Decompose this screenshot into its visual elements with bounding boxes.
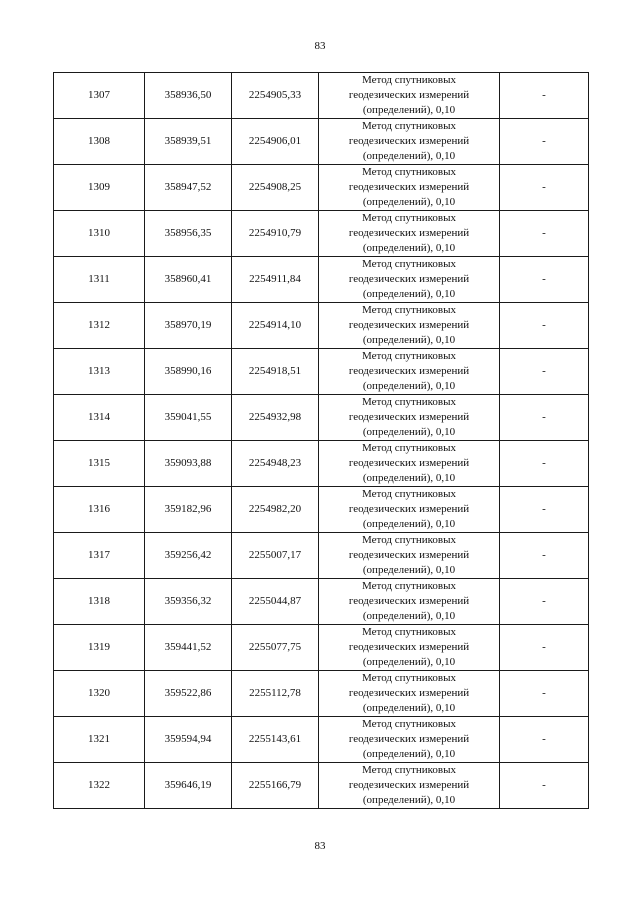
method-cell bbox=[319, 211, 500, 257]
x-coordinate-cell: 358970,19 bbox=[145, 303, 232, 349]
x-coordinate-cell: 358947,52 bbox=[145, 165, 232, 211]
extra-cell: - bbox=[500, 349, 589, 395]
method-line: (определений), 0,10 bbox=[362, 564, 456, 576]
y-coordinate-cell: 2255044,87 bbox=[232, 579, 319, 625]
y-coordinate-cell: 2255007,17 bbox=[232, 533, 319, 579]
table-row bbox=[54, 533, 589, 579]
method-line: геодезических измерений bbox=[348, 273, 470, 285]
method-line: геодезических измерений bbox=[348, 595, 470, 607]
method-cell bbox=[319, 763, 500, 809]
method-line: геодезических измерений bbox=[348, 503, 470, 515]
extra-cell: - bbox=[500, 717, 589, 763]
method-line: (определений), 0,10 bbox=[362, 288, 456, 300]
method-line: (определений), 0,10 bbox=[362, 334, 456, 346]
table-row bbox=[54, 579, 589, 625]
table-row bbox=[54, 119, 589, 165]
y-coordinate-cell: 2255077,75 bbox=[232, 625, 319, 671]
point-number-cell: 1321 bbox=[54, 717, 145, 763]
method-line: Метод спутниковых bbox=[362, 580, 456, 592]
method-line: (определений), 0,10 bbox=[362, 426, 456, 438]
method-line: (определений), 0,10 bbox=[362, 748, 456, 760]
x-coordinate-cell: 359356,32 bbox=[145, 579, 232, 625]
x-coordinate-cell: 358936,50 bbox=[145, 73, 232, 119]
method-cell bbox=[319, 349, 500, 395]
method-line: геодезических измерений bbox=[348, 411, 470, 423]
method-line: Метод спутниковых bbox=[362, 718, 456, 730]
y-coordinate-cell: 2254918,51 bbox=[232, 349, 319, 395]
method-line: геодезических измерений bbox=[348, 549, 470, 561]
method-line: (определений), 0,10 bbox=[362, 518, 456, 530]
point-number-cell: 1317 bbox=[54, 533, 145, 579]
y-coordinate-cell: 2254914,10 bbox=[232, 303, 319, 349]
point-number-cell: 1311 bbox=[54, 257, 145, 303]
x-coordinate-cell: 359646,19 bbox=[145, 763, 232, 809]
method-line: Метод спутниковых bbox=[362, 488, 456, 500]
y-coordinate-cell: 2255112,78 bbox=[232, 671, 319, 717]
extra-cell: - bbox=[500, 165, 589, 211]
method-cell bbox=[319, 625, 500, 671]
extra-cell: - bbox=[500, 671, 589, 717]
coordinates-table bbox=[53, 72, 589, 809]
point-number-cell: 1320 bbox=[54, 671, 145, 717]
y-coordinate-cell: 2255143,61 bbox=[232, 717, 319, 763]
method-cell bbox=[319, 487, 500, 533]
y-coordinate-cell: 2254908,25 bbox=[232, 165, 319, 211]
point-number-cell: 1316 bbox=[54, 487, 145, 533]
y-coordinate-cell: 2254910,79 bbox=[232, 211, 319, 257]
method-line: геодезических измерений bbox=[348, 779, 470, 791]
page-number-bottom: 83 bbox=[314, 840, 326, 852]
method-line: геодезических измерений bbox=[348, 135, 470, 147]
method-line: Метод спутниковых bbox=[362, 534, 456, 546]
table-row bbox=[54, 303, 589, 349]
table-row bbox=[54, 441, 589, 487]
method-line: геодезических измерений bbox=[348, 733, 470, 745]
method-cell bbox=[319, 533, 500, 579]
method-line: Метод спутниковых bbox=[362, 166, 456, 178]
table-row bbox=[54, 717, 589, 763]
extra-cell: - bbox=[500, 579, 589, 625]
method-cell bbox=[319, 73, 500, 119]
method-line: Метод спутниковых bbox=[362, 626, 456, 638]
method-line: (определений), 0,10 bbox=[362, 656, 456, 668]
method-line: Метод спутниковых bbox=[362, 764, 456, 776]
point-number-cell: 1322 bbox=[54, 763, 145, 809]
coordinates-table-body bbox=[54, 73, 589, 809]
table-row bbox=[54, 487, 589, 533]
point-number-cell: 1314 bbox=[54, 395, 145, 441]
point-number-cell: 1310 bbox=[54, 211, 145, 257]
method-line: геодезических измерений bbox=[348, 687, 470, 699]
method-line: геодезических измерений bbox=[348, 89, 470, 101]
table-row bbox=[54, 395, 589, 441]
method-line: геодезических измерений bbox=[348, 365, 470, 377]
table-row bbox=[54, 257, 589, 303]
method-cell bbox=[319, 671, 500, 717]
method-cell bbox=[319, 579, 500, 625]
method-line: Метод спутниковых bbox=[362, 120, 456, 132]
method-line: (определений), 0,10 bbox=[362, 150, 456, 162]
x-coordinate-cell: 359093,88 bbox=[145, 441, 232, 487]
point-number-cell: 1319 bbox=[54, 625, 145, 671]
method-line: геодезических измерений bbox=[348, 457, 470, 469]
point-number-cell: 1315 bbox=[54, 441, 145, 487]
extra-cell: - bbox=[500, 487, 589, 533]
y-coordinate-cell: 2254905,33 bbox=[232, 73, 319, 119]
point-number-cell: 1307 bbox=[54, 73, 145, 119]
y-coordinate-cell: 2254911,84 bbox=[232, 257, 319, 303]
table-row bbox=[54, 165, 589, 211]
method-cell bbox=[319, 257, 500, 303]
method-line: Метод спутниковых bbox=[362, 672, 456, 684]
method-line: (определений), 0,10 bbox=[362, 104, 456, 116]
extra-cell: - bbox=[500, 763, 589, 809]
table-row bbox=[54, 73, 589, 119]
x-coordinate-cell: 358960,41 bbox=[145, 257, 232, 303]
extra-cell: - bbox=[500, 533, 589, 579]
method-cell bbox=[319, 119, 500, 165]
point-number-cell: 1312 bbox=[54, 303, 145, 349]
y-coordinate-cell: 2254932,98 bbox=[232, 395, 319, 441]
method-line: (определений), 0,10 bbox=[362, 380, 456, 392]
extra-cell: - bbox=[500, 73, 589, 119]
y-coordinate-cell: 2254982,20 bbox=[232, 487, 319, 533]
method-line: геодезических измерений bbox=[348, 181, 470, 193]
table-row bbox=[54, 625, 589, 671]
method-line: (определений), 0,10 bbox=[362, 242, 456, 254]
point-number-cell: 1313 bbox=[54, 349, 145, 395]
method-cell bbox=[319, 165, 500, 211]
method-cell bbox=[319, 717, 500, 763]
x-coordinate-cell: 359041,55 bbox=[145, 395, 232, 441]
point-number-cell: 1309 bbox=[54, 165, 145, 211]
extra-cell: - bbox=[500, 119, 589, 165]
method-line: Метод спутниковых bbox=[362, 74, 456, 86]
extra-cell: - bbox=[500, 625, 589, 671]
y-coordinate-cell: 2255166,79 bbox=[232, 763, 319, 809]
method-line: Метод спутниковых bbox=[362, 304, 456, 316]
table-row bbox=[54, 349, 589, 395]
x-coordinate-cell: 358939,51 bbox=[145, 119, 232, 165]
method-line: геодезических измерений bbox=[348, 319, 470, 331]
point-number-cell: 1308 bbox=[54, 119, 145, 165]
method-line: геодезических измерений bbox=[348, 641, 470, 653]
x-coordinate-cell: 359256,42 bbox=[145, 533, 232, 579]
x-coordinate-cell: 358990,16 bbox=[145, 349, 232, 395]
method-line: геодезических измерений bbox=[348, 227, 470, 239]
method-cell bbox=[319, 395, 500, 441]
method-cell bbox=[319, 303, 500, 349]
x-coordinate-cell: 359182,96 bbox=[145, 487, 232, 533]
extra-cell: - bbox=[500, 257, 589, 303]
page-number-top: 83 bbox=[314, 40, 326, 52]
extra-cell: - bbox=[500, 303, 589, 349]
method-cell bbox=[319, 441, 500, 487]
table-row bbox=[54, 671, 589, 717]
method-line: (определений), 0,10 bbox=[362, 472, 456, 484]
method-line: Метод спутниковых bbox=[362, 258, 456, 270]
extra-cell: - bbox=[500, 441, 589, 487]
method-line: (определений), 0,10 bbox=[362, 196, 456, 208]
point-number-cell: 1318 bbox=[54, 579, 145, 625]
y-coordinate-cell: 2254906,01 bbox=[232, 119, 319, 165]
method-line: (определений), 0,10 bbox=[362, 794, 456, 806]
x-coordinate-cell: 359594,94 bbox=[145, 717, 232, 763]
method-line: (определений), 0,10 bbox=[362, 610, 456, 622]
table-row bbox=[54, 211, 589, 257]
extra-cell: - bbox=[500, 211, 589, 257]
extra-cell: - bbox=[500, 395, 589, 441]
y-coordinate-cell: 2254948,23 bbox=[232, 441, 319, 487]
method-line: Метод спутниковых bbox=[362, 212, 456, 224]
x-coordinate-cell: 358956,35 bbox=[145, 211, 232, 257]
method-line: (определений), 0,10 bbox=[362, 702, 456, 714]
x-coordinate-cell: 359522,86 bbox=[145, 671, 232, 717]
x-coordinate-cell: 359441,52 bbox=[145, 625, 232, 671]
table-row bbox=[54, 763, 589, 809]
method-line: Метод спутниковых bbox=[362, 396, 456, 408]
method-line: Метод спутниковых bbox=[362, 442, 456, 454]
method-line: Метод спутниковых bbox=[362, 350, 456, 362]
